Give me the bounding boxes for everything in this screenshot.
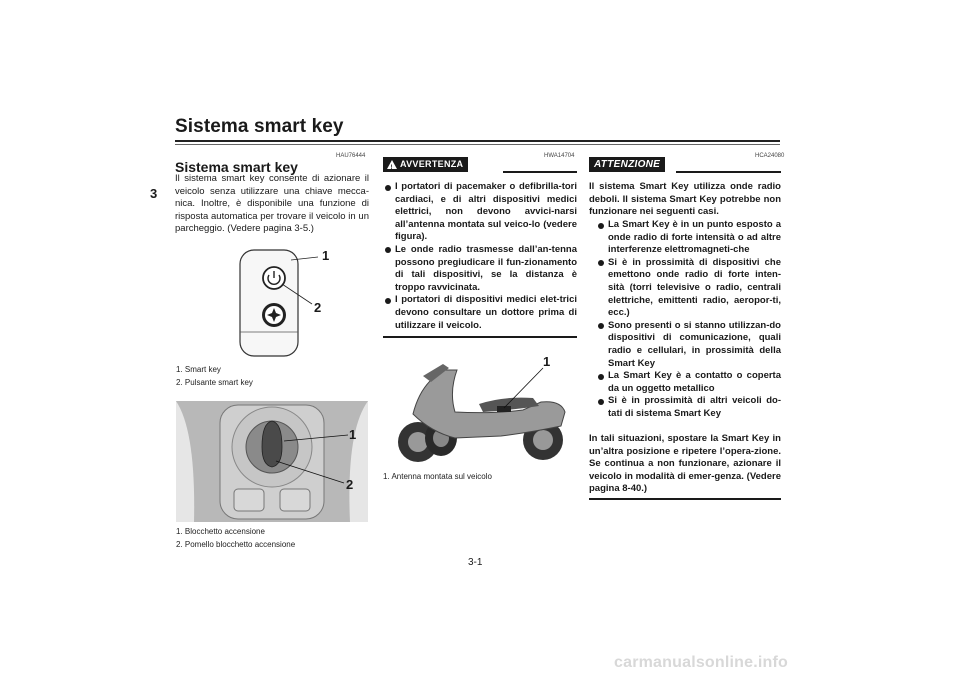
fig2-label-1: 1: [349, 427, 357, 442]
fig3-caption-line: 1. Antenna montata sul veicolo: [383, 472, 492, 481]
attention-list: [596, 219, 781, 421]
fig1-caption: [176, 364, 253, 389]
attention-item: Sono presenti o si stanno utilizzan-do dispositivi di comunicazione, quali radio e cellulari, in prossimità della Smart Key: [596, 320, 781, 370]
attention-code: HCA24080: [755, 153, 785, 159]
attention-item: La Smart Key è a contatto o coperta da un oggetto metallico: [596, 370, 781, 395]
section-intro-text: Il sistema smart key consente di azionare il veicolo senza utilizzare una chiave mecca-nica. Inoltre, è disponibile una funzione di risposta automatica per trovare il veicolo in un parcheggio. (Vedere pagina 3-5.): [175, 173, 369, 235]
attention-header: [589, 157, 781, 173]
warning-item: Le onde radio trasmesse dall’an-tenna possono pregiudicare il fun-zionamento di tali dispositivi, se la distanza è troppo ravvicinata.: [383, 244, 577, 294]
fig1-caption-line: 1. Smart key: [176, 365, 221, 374]
smart-key-figure: [176, 244, 368, 362]
fig1-label-1: 1: [322, 248, 330, 263]
attention-badge: ATTENZIONE: [589, 157, 665, 172]
section-code: HAU76444: [336, 153, 366, 159]
warning-item: I portatori di dispositivi medici elet-trici devono consultare un dottore prima di utilizzare il veicolo.: [383, 294, 577, 332]
chapter-number: 3: [150, 186, 158, 201]
attention-outro: In tali situazioni, spostare la Smart Key in un’altra posizione e ripetere l’opera-zione. Se continua a non funzionare, azionare il veicolo in modalità di emer-genza. (Vedere pagina 8-40.): [589, 433, 781, 495]
warning-code: HWA14704: [544, 153, 575, 159]
ignition-switch-figure: [176, 401, 368, 522]
warning-header: [383, 157, 577, 173]
attention-item: Si è in prossimità di dispositivi che emettono onde radio di forte inten-sità (torri televisive o radio, centrali elettriche, emittenti radio, aeropor-ti, ecc.): [596, 257, 781, 320]
attention-item: La Smart Key è in un punto esposto a onde radio di forte intensità o ad altre interferenze elettromagneti-che: [596, 219, 781, 257]
page-number: 3-1: [468, 557, 483, 568]
attention-end-rule: [589, 498, 781, 500]
header-rule-thin: [175, 144, 780, 145]
fig1-label-2: 2: [314, 300, 322, 315]
attention-header-rule: [676, 171, 781, 173]
footer-watermark: carmanualsonline.info: [614, 654, 789, 671]
fig2-caption-line: 2. Pomello blocchetto accensione: [176, 539, 296, 549]
attention-intro: Il sistema Smart Key utilizza onde radio deboli. Il sistema Smart Key potrebbe non funzionare nei seguenti casi.: [589, 181, 781, 218]
page-header-title: Sistema smart key: [175, 116, 344, 137]
fig3-label-1: 1: [543, 354, 551, 369]
scooter-figure: [383, 352, 577, 470]
attention-item: Si è in prossimità di altri veicoli do-tati di sistema Smart Key: [596, 395, 781, 420]
warning-triangle-icon: [387, 160, 397, 169]
warning-badge-label: AVVERTENZA: [400, 159, 464, 169]
warning-end-rule: [383, 336, 577, 338]
warning-badge: [383, 157, 468, 172]
warning-header-rule: [503, 171, 577, 173]
warning-list: [383, 181, 577, 332]
fig3-caption: [383, 471, 492, 484]
fig2-caption-line: 1. Blocchetto accensione: [176, 527, 265, 536]
header-rule: [175, 140, 780, 142]
fig1-caption-line: 2. Pulsante smart key: [176, 377, 253, 387]
warning-item: I portatori di pacemaker o defibrilla-tori cardiaci, e di altri dispositivi medici elettrici, non devono avvici-narsi all’antenna montata sul veico-lo (vedere figura).: [383, 181, 577, 244]
fig2-caption: [176, 526, 295, 551]
fig2-label-2: 2: [346, 477, 354, 492]
section-title: Sistema smart key: [175, 159, 298, 175]
